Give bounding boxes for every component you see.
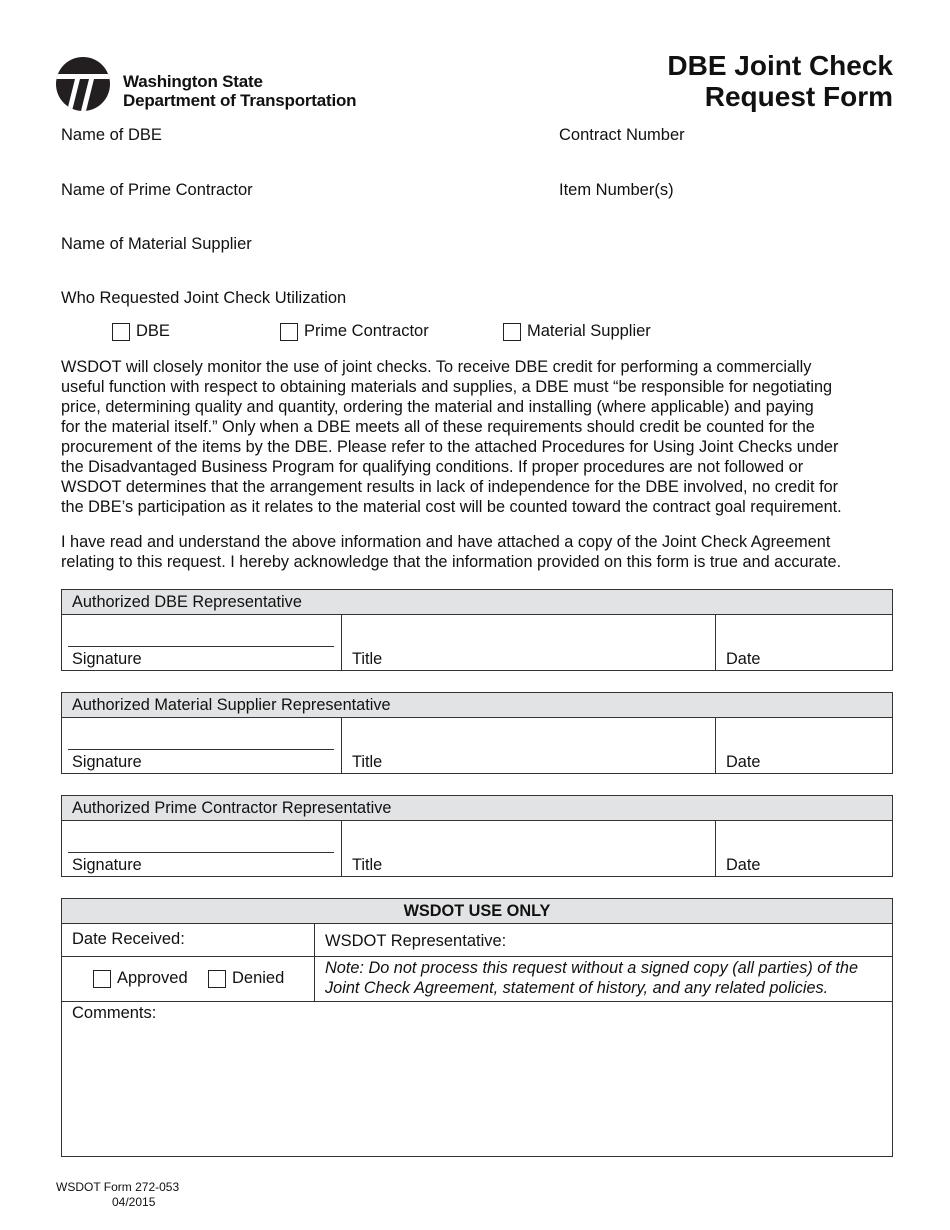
paragraph-line: I have read and understand the above information and have attached a copy of the Joint Check Agreement	[61, 533, 831, 551]
signature-line[interactable]	[68, 646, 334, 647]
wsdot-use-only-heading: WSDOT USE ONLY	[62, 899, 892, 924]
checkbox-label: Denied	[232, 969, 285, 987]
title-field[interactable]: Title	[352, 856, 383, 874]
checkbox-denied[interactable]	[208, 969, 284, 988]
processing-note	[325, 958, 858, 998]
checkbox-label: Prime Contractor	[304, 322, 429, 340]
paragraph-line: WSDOT will closely monitor the use of joint checks. To receive DBE credit for performing a commercially	[61, 358, 812, 376]
signature-line[interactable]	[68, 749, 334, 750]
dbe-name-field[interactable]: Name of DBE	[61, 126, 162, 144]
date-field[interactable]: Date	[726, 650, 761, 668]
paragraph-line: price, determining quality and quantity, ordering the material and installing (where applicable) and paying	[61, 398, 814, 416]
who-requested-label: Who Requested Joint Check Utilization	[61, 289, 347, 307]
signature-label: Signature	[72, 753, 142, 771]
dbe-representative-block	[61, 589, 893, 671]
checkbox-label: DBE	[136, 322, 170, 340]
agency-name	[123, 72, 356, 110]
signature-label: Signature	[72, 650, 142, 668]
paragraph-line: WSDOT determines that the arrangement results in lack of independence for the DBE involved, no credit for	[61, 478, 839, 496]
representative-heading: Authorized Prime Contractor Representative	[62, 796, 892, 821]
title-field[interactable]: Title	[352, 650, 383, 668]
paragraph-line: procurement of the items by the DBE. Please refer to the attached Procedures for Using Joint Checks under	[61, 438, 839, 456]
paragraph-line: the Disadvantaged Business Program for qualifying conditions. If proper procedures are not followed or	[61, 458, 804, 476]
checkbox-box[interactable]	[112, 323, 130, 341]
note-line: Joint Check Agreement, statement of history, and any related policies.	[325, 979, 829, 997]
paragraph-line: relating to this request. I hereby acknowledge that the information provided on this form is true and accurate.	[61, 553, 842, 571]
checkbox-dbe[interactable]	[112, 322, 170, 341]
checkbox-box[interactable]	[503, 323, 521, 341]
form-date: 04/2015	[112, 1195, 156, 1209]
monitoring-paragraph	[61, 357, 891, 517]
checkbox-box[interactable]	[93, 970, 111, 988]
checkbox-box[interactable]	[280, 323, 298, 341]
comments-field[interactable]: Comments:	[72, 1004, 157, 1022]
checkbox-prime-contractor[interactable]	[280, 322, 429, 341]
checkbox-label: Approved	[117, 969, 188, 987]
paragraph-line: for the material itself.” Only when a DBE meets all of these requirements should credit be counted for the	[61, 418, 815, 436]
supplier-representative-block	[61, 692, 893, 774]
representative-heading: Authorized DBE Representative	[62, 590, 892, 615]
form-title-line-1: DBE Joint Check	[667, 50, 893, 81]
paragraph-line: useful function with respect to obtaining materials and supplies, a DBE must “be responsible for negotiating	[61, 378, 833, 396]
wsdot-use-only-block	[61, 898, 893, 1157]
checkbox-box[interactable]	[208, 970, 226, 988]
note-line: Note: Do not process this request without a signed copy (all parties) of the	[325, 959, 859, 977]
contract-number-field[interactable]: Contract Number	[559, 126, 685, 144]
item-numbers-field[interactable]: Item Number(s)	[559, 181, 674, 199]
checkbox-material-supplier[interactable]	[503, 322, 651, 341]
prime-representative-block	[61, 795, 893, 877]
checkbox-label: Material Supplier	[527, 322, 651, 340]
title-field[interactable]: Title	[352, 753, 383, 771]
signature-label: Signature	[72, 856, 142, 874]
signature-line[interactable]	[68, 852, 334, 853]
form-title	[667, 50, 893, 112]
date-received-field[interactable]: Date Received:	[72, 930, 185, 948]
agency-line-2: Department of Transportation	[123, 91, 357, 110]
representative-heading: Authorized Material Supplier Representative	[62, 693, 892, 718]
form-title-line-2: Request Form	[704, 81, 893, 112]
acknowledgement-paragraph	[61, 532, 891, 572]
form-number: WSDOT Form 272-053	[56, 1180, 180, 1194]
form-footer	[56, 1180, 179, 1210]
date-field[interactable]: Date	[726, 856, 761, 874]
wsdot-logo-mark-icon	[56, 55, 112, 115]
checkbox-approved[interactable]	[93, 969, 188, 988]
wsdot-representative-field[interactable]: WSDOT Representative:	[325, 932, 507, 950]
prime-contractor-field[interactable]: Name of Prime Contractor	[61, 181, 253, 199]
paragraph-line: the DBE’s participation as it relates to the material cost will be counted toward the contract goal requirement.	[61, 498, 842, 516]
date-field[interactable]: Date	[726, 753, 761, 771]
material-supplier-field[interactable]: Name of Material Supplier	[61, 235, 252, 253]
agency-line-1: Washington State	[123, 72, 263, 91]
